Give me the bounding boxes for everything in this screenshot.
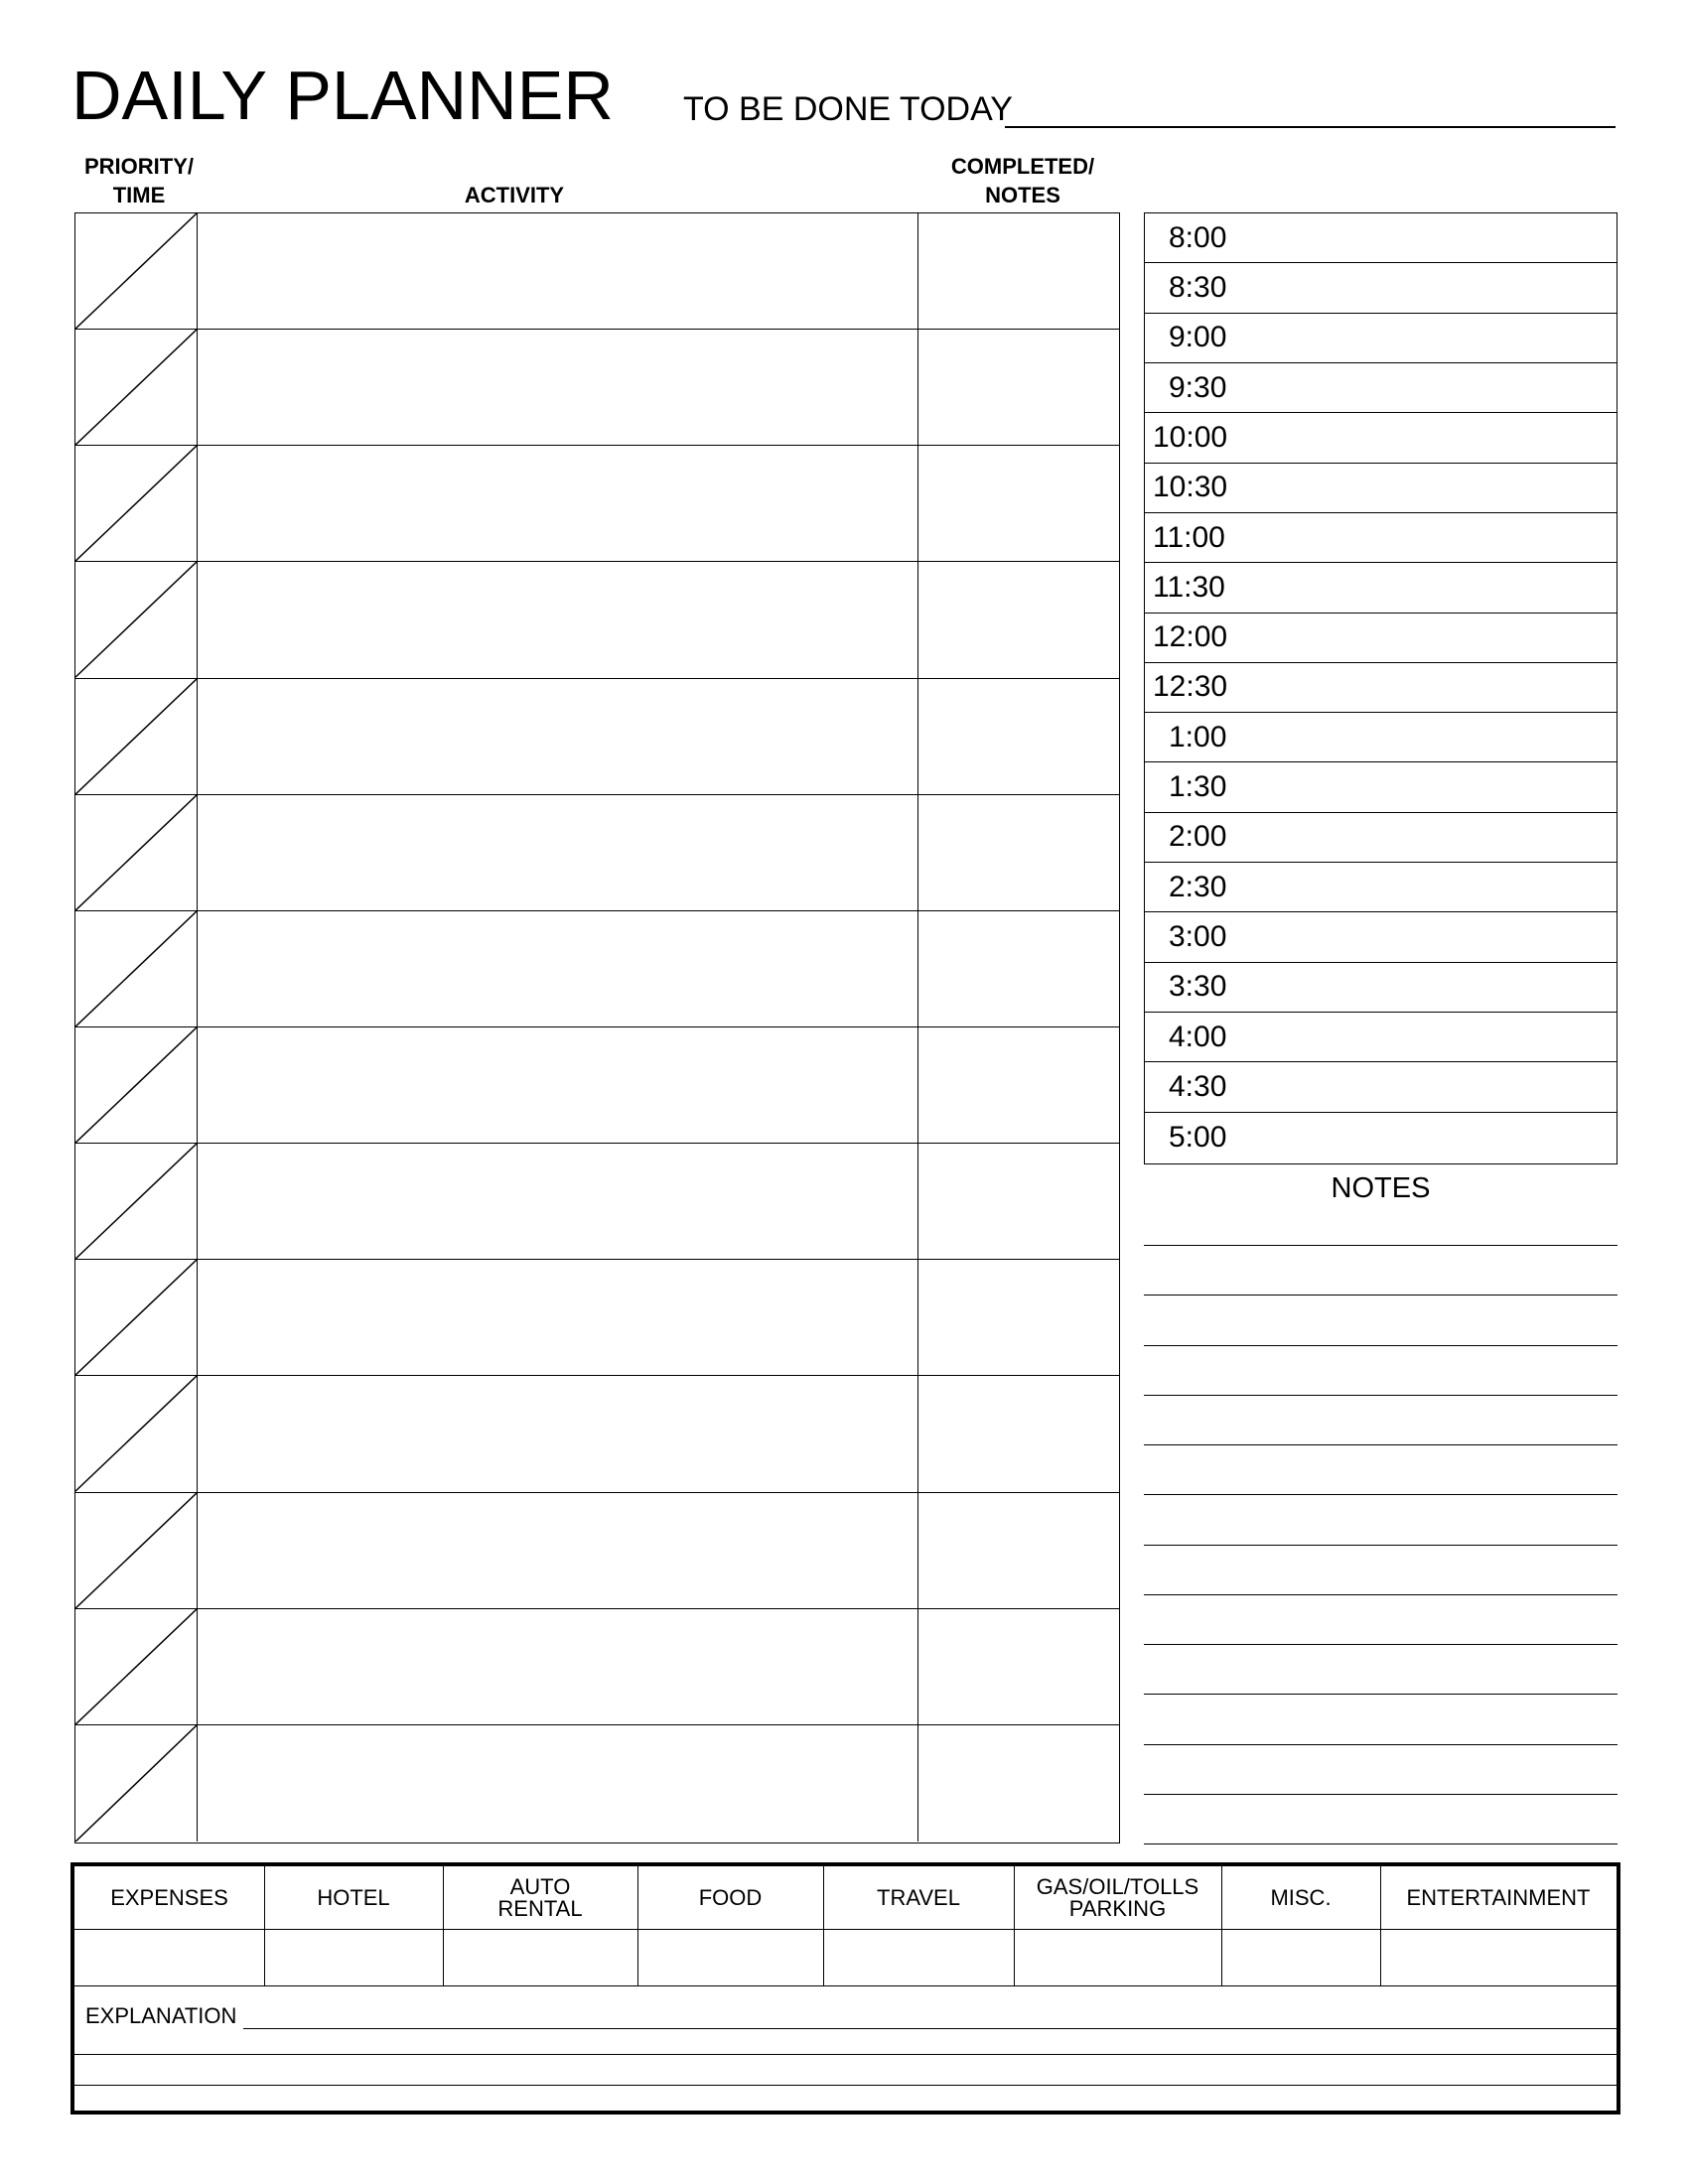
activity-cell[interactable]	[198, 1260, 918, 1375]
time-slot[interactable]	[1145, 314, 1617, 363]
column-divider	[443, 1866, 444, 1985]
expense-header: FOOD	[698, 1884, 763, 1910]
expense-amount-cell[interactable]	[264, 1929, 443, 1985]
note-write-line[interactable]	[1144, 1794, 1618, 1795]
column-divider	[637, 1866, 638, 1985]
diagonal-divider	[75, 446, 197, 561]
row-divider	[74, 2054, 1617, 2055]
expense-header: GAS/OIL/TOLLS PARKING	[1036, 1873, 1199, 1921]
time-slot[interactable]	[1145, 1062, 1617, 1112]
time-slot[interactable]	[1145, 863, 1617, 912]
completed-notes-header: COMPLETED/ NOTES	[950, 154, 1095, 207]
expense-amount-cell[interactable]	[74, 1929, 264, 1985]
column-divider	[1221, 1866, 1222, 1985]
expense-amount-cell[interactable]	[443, 1929, 637, 1985]
time-label: 8:00	[1169, 220, 1227, 254]
priority-time-cell[interactable]	[75, 330, 198, 445]
expense-header: TRAVEL	[877, 1884, 960, 1910]
priority-time-cell[interactable]	[75, 679, 198, 794]
time-slot[interactable]	[1145, 963, 1617, 1013]
time-label: 10:30	[1153, 471, 1228, 504]
activity-cell[interactable]	[198, 1144, 918, 1259]
priority-time-cell[interactable]	[75, 1725, 198, 1842]
activity-row	[75, 1376, 1119, 1492]
page-title: DAILY PLANNER	[71, 57, 614, 134]
priority-time-cell[interactable]	[75, 1493, 198, 1608]
activity-row	[75, 562, 1119, 678]
activity-row	[75, 1027, 1119, 1144]
note-write-line[interactable]	[1144, 1843, 1618, 1844]
activity-cell[interactable]	[198, 1493, 918, 1608]
completed-notes-cell[interactable]	[918, 1725, 1119, 1842]
time-label: 10:00	[1153, 420, 1228, 454]
time-slot[interactable]	[1145, 813, 1617, 863]
diagonal-divider	[75, 1144, 197, 1259]
time-slot[interactable]	[1145, 464, 1617, 513]
activity-table	[74, 212, 1120, 1843]
activity-row	[75, 1725, 1119, 1842]
time-label: 9:30	[1169, 370, 1227, 404]
note-write-line[interactable]	[1144, 1744, 1618, 1745]
activity-header: ACTIVITY	[464, 183, 565, 207]
note-write-line[interactable]	[1144, 1594, 1618, 1595]
completed-notes-cell[interactable]	[918, 1027, 1119, 1143]
note-write-line[interactable]	[1144, 1395, 1618, 1396]
time-slot[interactable]	[1145, 563, 1617, 613]
time-label: 12:30	[1153, 670, 1228, 704]
activity-row	[75, 1609, 1119, 1725]
time-slot[interactable]	[1145, 762, 1617, 812]
completed-notes-cell[interactable]	[918, 1493, 1119, 1608]
time-slot[interactable]	[1145, 663, 1617, 713]
note-write-line[interactable]	[1144, 1245, 1618, 1246]
activity-cell[interactable]	[198, 1376, 918, 1491]
expense-amount-cell[interactable]	[1221, 1929, 1380, 1985]
time-slot[interactable]	[1145, 1113, 1617, 1162]
diagonal-divider	[75, 1493, 197, 1608]
activity-cell[interactable]	[198, 1609, 918, 1724]
priority-time-cell[interactable]	[75, 911, 198, 1026]
time-label: 8:30	[1169, 270, 1227, 304]
activity-row	[75, 1260, 1119, 1376]
time-slot[interactable]	[1145, 263, 1617, 313]
note-write-line[interactable]	[1144, 1295, 1618, 1296]
priority-time-cell[interactable]	[75, 446, 198, 561]
time-label: 1:00	[1169, 720, 1227, 753]
note-write-line[interactable]	[1144, 1345, 1618, 1346]
time-label: 2:00	[1169, 820, 1227, 854]
activity-cell[interactable]	[198, 911, 918, 1026]
activity-cell[interactable]	[198, 1725, 918, 1842]
activity-row	[75, 1493, 1119, 1609]
activity-row	[75, 911, 1119, 1027]
completed-notes-cell[interactable]	[918, 213, 1119, 329]
completed-notes-cell[interactable]	[918, 1376, 1119, 1491]
column-divider	[1380, 1866, 1381, 1985]
completed-notes-cell[interactable]	[918, 1609, 1119, 1724]
expenses-table	[70, 1862, 1620, 2115]
completed-notes-cell[interactable]	[918, 679, 1119, 794]
activity-cell[interactable]	[198, 446, 918, 561]
expense-header: MISC.	[1270, 1884, 1332, 1910]
row-divider	[74, 1929, 1617, 1930]
time-label: 3:30	[1169, 970, 1227, 1004]
completed-notes-cell[interactable]	[918, 795, 1119, 910]
time-label: 4:30	[1169, 1070, 1227, 1104]
completed-notes-cell[interactable]	[918, 911, 1119, 1026]
row-divider	[74, 1985, 1617, 1986]
activity-row	[75, 213, 1119, 330]
completed-notes-cell[interactable]	[918, 330, 1119, 445]
column-divider	[264, 1866, 265, 1985]
expense-header: HOTEL	[317, 1884, 390, 1910]
expense-amount-cell[interactable]	[637, 1929, 823, 1985]
time-label: 2:30	[1169, 870, 1227, 903]
activity-cell[interactable]	[198, 679, 918, 794]
time-label: 3:00	[1169, 920, 1227, 954]
note-write-line[interactable]	[1144, 1494, 1618, 1495]
time-slot[interactable]	[1145, 1013, 1617, 1062]
time-slot[interactable]	[1145, 614, 1617, 663]
time-slot[interactable]	[1145, 713, 1617, 762]
completed-notes-cell[interactable]	[918, 562, 1119, 677]
time-slot[interactable]	[1145, 213, 1617, 263]
time-label: 5:00	[1169, 1120, 1227, 1154]
expense-header: ENTERTAINMENT	[1406, 1884, 1591, 1910]
priority-time-cell[interactable]	[75, 1144, 198, 1259]
activity-cell[interactable]	[198, 1027, 918, 1143]
todo-label: TO BE DONE TODAY	[683, 90, 1013, 128]
priority-time-cell[interactable]	[75, 213, 198, 329]
activity-row	[75, 679, 1119, 795]
note-write-line[interactable]	[1144, 1545, 1618, 1546]
activity-row	[75, 330, 1119, 446]
priority-time-cell[interactable]	[75, 1609, 198, 1724]
column-divider	[1014, 1866, 1015, 1985]
diagonal-divider	[75, 911, 197, 1026]
activity-row	[75, 446, 1119, 562]
priority-time-cell[interactable]	[75, 1376, 198, 1491]
expense-header: EXPENSES	[110, 1884, 228, 1910]
time-label: 11:00	[1153, 520, 1225, 554]
activity-cell[interactable]	[198, 330, 918, 445]
time-slot[interactable]	[1145, 413, 1617, 463]
note-write-line[interactable]	[1144, 1644, 1618, 1645]
time-label: 9:00	[1169, 321, 1227, 354]
priority-time-header: PRIORITY/ TIME	[83, 154, 194, 207]
activity-cell[interactable]	[198, 562, 918, 677]
notes-title: NOTES	[1331, 1172, 1431, 1204]
expense-header: AUTO RENTAL	[497, 1873, 583, 1921]
time-slot[interactable]	[1145, 513, 1617, 563]
explanation-write-line[interactable]	[243, 2028, 1617, 2029]
time-slot[interactable]	[1145, 363, 1617, 413]
row-divider	[74, 2085, 1617, 2086]
diagonal-divider	[75, 1376, 197, 1491]
column-divider	[823, 1866, 824, 1985]
time-label: 11:30	[1153, 570, 1225, 604]
priority-time-cell[interactable]	[75, 1260, 198, 1375]
priority-time-cell[interactable]	[75, 1027, 198, 1143]
time-label: 4:00	[1169, 1020, 1227, 1053]
diagonal-divider	[75, 562, 197, 677]
time-schedule	[1144, 212, 1618, 1164]
priority-time-cell[interactable]	[75, 795, 198, 910]
expense-amount-cell[interactable]	[823, 1929, 1014, 1985]
diagonal-divider	[75, 1027, 197, 1143]
expense-amount-cell[interactable]	[1014, 1929, 1221, 1985]
diagonal-divider	[75, 795, 197, 910]
time-label: 12:00	[1153, 620, 1228, 654]
todo-write-line[interactable]	[1005, 126, 1616, 128]
time-label: 1:30	[1169, 770, 1227, 804]
priority-time-cell[interactable]	[75, 562, 198, 677]
diagonal-divider	[75, 1725, 197, 1842]
diagonal-divider	[75, 679, 197, 794]
time-slot[interactable]	[1145, 912, 1617, 962]
completed-notes-cell[interactable]	[918, 1144, 1119, 1259]
explanation-label: EXPLANATION	[85, 2003, 237, 2028]
diagonal-divider	[75, 213, 197, 329]
diagonal-divider	[75, 330, 197, 445]
activity-cell[interactable]	[198, 795, 918, 910]
note-write-line[interactable]	[1144, 1694, 1618, 1695]
completed-notes-cell[interactable]	[918, 1260, 1119, 1375]
completed-notes-cell[interactable]	[918, 446, 1119, 561]
note-write-line[interactable]	[1144, 1444, 1618, 1445]
activity-row	[75, 795, 1119, 911]
diagonal-divider	[75, 1260, 197, 1375]
activity-cell[interactable]	[198, 213, 918, 329]
diagonal-divider	[75, 1609, 197, 1724]
activity-row	[75, 1144, 1119, 1260]
expense-amount-cell[interactable]	[1380, 1929, 1617, 1985]
